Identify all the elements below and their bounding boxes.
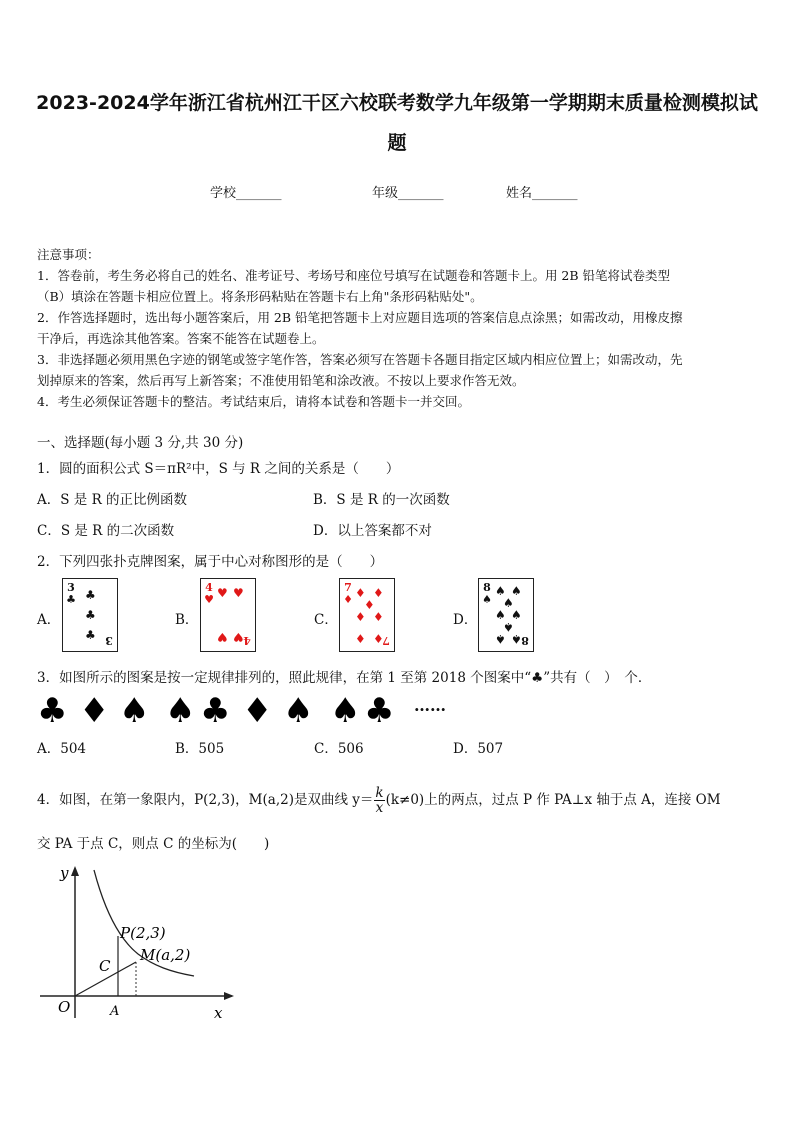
card-rank: 7 bbox=[382, 634, 390, 647]
card-rank: 3 bbox=[105, 634, 113, 647]
label-x: x bbox=[214, 1004, 223, 1022]
heart-icon: ♥ bbox=[217, 630, 228, 644]
card-rank: 8 bbox=[521, 634, 529, 647]
playing-card-4-hearts bbox=[200, 578, 256, 652]
grade-field: 年级_______ bbox=[372, 186, 444, 201]
club-icon: ♣ bbox=[364, 691, 395, 731]
q2-stem: 2．下列四张扑克牌图案，属于中心对称图形的是（ ） bbox=[37, 554, 384, 570]
spade-icon: ♠ bbox=[511, 632, 522, 646]
spade-icon: ♠ bbox=[482, 593, 492, 606]
q2-label-b: B． bbox=[175, 612, 199, 628]
label-y: y bbox=[60, 864, 69, 882]
note-1: 1．答卷前，考生务必将自己的姓名、准考证号、考场号和座位号填写在试题卷和答题卡上。用 2B 铅笔将试卷类型 bbox=[37, 268, 671, 283]
diamond-icon: ♦ bbox=[242, 691, 273, 731]
heart-icon: ♥ bbox=[233, 586, 244, 600]
card-rank: 7 bbox=[344, 581, 352, 594]
playing-card-8-spades bbox=[478, 578, 534, 652]
diamond-icon: ♦ bbox=[343, 593, 353, 606]
spade-icon: ♠ bbox=[503, 620, 514, 634]
label-p: P(2,3) bbox=[120, 924, 166, 942]
page-title-line2: 题 bbox=[387, 132, 407, 154]
card-rank: 4 bbox=[243, 634, 251, 647]
club-icon: ♣ bbox=[85, 608, 96, 622]
q2-label-c: C． bbox=[314, 612, 338, 628]
diamond-icon: ♦ bbox=[355, 632, 366, 646]
spade-icon: ♠ bbox=[511, 608, 522, 622]
q2-label-d: D． bbox=[453, 612, 478, 628]
name-field: 姓名_______ bbox=[506, 186, 578, 201]
q3-stem: 3．如图所示的图案是按一定规律排列的，照此规律，在第 1 至第 2018 个图案中“♣”共有（ ） 个． bbox=[37, 670, 652, 686]
q3-option-c: C．506 bbox=[314, 741, 364, 757]
y-axis-arrow-icon bbox=[71, 866, 79, 876]
spade-icon: ♠ bbox=[165, 691, 196, 731]
club-icon: ♣ bbox=[85, 588, 96, 602]
note-2-cont: 干净后，再选涂其他答案。答案不能答在试题卷上。 bbox=[37, 331, 325, 346]
card-rank: 8 bbox=[483, 581, 491, 594]
club-icon: ♣ bbox=[85, 628, 96, 642]
q4-stem-part2: (k≠0)上的两点，过点 P 作 PA⊥x 轴于点 A，连接 OM bbox=[385, 792, 721, 808]
note-1-cont: （B）填涂在答题卡相应位置上。将条形码粘贴在答题卡右上角"条形码粘贴处"。 bbox=[37, 289, 483, 304]
diamond-icon: ♦ bbox=[79, 691, 110, 731]
note-4: 4．考生必须保证答题卡的整洁。考试结束后，请将本试卷和答题卡一并交回。 bbox=[37, 394, 470, 409]
spade-icon: ♠ bbox=[503, 596, 514, 610]
q1-option-a: A．S 是 R 的正比例函数 bbox=[37, 492, 188, 508]
card-rank: 3 bbox=[67, 581, 75, 594]
q4-stem-part1: 4．如图，在第一象限内，P(2,3)，M(a,2)是双曲线 y＝ bbox=[37, 792, 374, 808]
spade-icon: ♠ bbox=[495, 584, 506, 598]
spade-icon: ♠ bbox=[283, 691, 314, 731]
club-icon: ♣ bbox=[200, 691, 231, 731]
q4-stem-line2: 交 PA 于点 C，则点 C 的坐标为( ) bbox=[37, 836, 270, 852]
page-title-line1: 2023-2024学年浙江省杭州江干区六校联考数学九年级第一学期期末质量检测模拟试 bbox=[36, 92, 758, 114]
playing-card-7-diamonds bbox=[339, 578, 395, 652]
fraction-k-over-x bbox=[374, 786, 384, 815]
diamond-icon: ♦ bbox=[364, 598, 375, 612]
heart-icon: ♥ bbox=[233, 630, 244, 644]
q1-option-b: B．S 是 R 的一次函数 bbox=[313, 492, 450, 508]
q1-stem: 1．圆的面积公式 S＝πR²中，S 与 R 之间的关系是（ ） bbox=[37, 461, 400, 477]
school-field: 学校_______ bbox=[210, 186, 282, 201]
notes-heading: 注意事项： bbox=[37, 247, 100, 262]
x-axis-arrow-icon bbox=[224, 992, 234, 1000]
spade-icon: ♠ bbox=[495, 632, 506, 646]
q2-label-a: A． bbox=[37, 612, 61, 628]
label-c: C bbox=[99, 957, 111, 975]
label-a: A bbox=[110, 1004, 120, 1019]
q1-option-d: D．以上答案都不对 bbox=[313, 523, 432, 539]
note-2: 2．作答选择题时，选出每小题答案后，用 2B 铅笔把答题卡上对应题目选项的答案信息点涂黑；如需改动，用橡皮擦 bbox=[37, 310, 683, 325]
heart-icon: ♥ bbox=[217, 586, 228, 600]
club-icon: ♣ bbox=[37, 691, 68, 731]
card-rank: 4 bbox=[205, 581, 213, 594]
q3-option-b: B．505 bbox=[175, 741, 225, 757]
fraction-numerator: k bbox=[375, 785, 384, 801]
diamond-icon: ♦ bbox=[355, 586, 366, 600]
section-heading: 一、选择题(每小题 3 分,共 30 分) bbox=[37, 435, 244, 451]
spade-icon: ♠ bbox=[330, 691, 361, 731]
spade-icon: ♠ bbox=[495, 608, 506, 622]
spade-icon: ♠ bbox=[119, 691, 150, 731]
q4-stem-line1 bbox=[37, 786, 721, 815]
q3-option-a: A．504 bbox=[37, 741, 87, 757]
hyperbola-figure bbox=[36, 858, 246, 1023]
club-icon: ♣ bbox=[66, 593, 76, 606]
diamond-icon: ♦ bbox=[373, 610, 384, 624]
fraction-denominator: x bbox=[375, 800, 384, 816]
q3-option-d: D．507 bbox=[453, 741, 504, 757]
spade-icon: ♠ bbox=[511, 584, 522, 598]
diamond-icon: ♦ bbox=[373, 632, 384, 646]
notes-block bbox=[37, 244, 761, 412]
heart-icon: ♥ bbox=[204, 593, 214, 606]
note-3-cont: 划掉原来的答案，然后再写上新答案；不准使用铅笔和涂改液。不按以上要求作答无效。 bbox=[37, 373, 525, 388]
playing-card-3-clubs bbox=[62, 578, 118, 652]
q1-option-c: C．S 是 R 的二次函数 bbox=[37, 523, 175, 539]
note-3: 3．非选择题必须用黑色字迹的钢笔或签字笔作答，答案必须写在答题卡各题目指定区域内相应位置上；如需改动，先 bbox=[37, 352, 683, 367]
label-o: O bbox=[58, 998, 71, 1016]
diamond-icon: ♦ bbox=[355, 610, 366, 624]
diamond-icon: ♦ bbox=[373, 586, 384, 600]
label-m: M(a,2) bbox=[140, 946, 191, 964]
sequence-ellipsis: …… bbox=[414, 696, 446, 715]
